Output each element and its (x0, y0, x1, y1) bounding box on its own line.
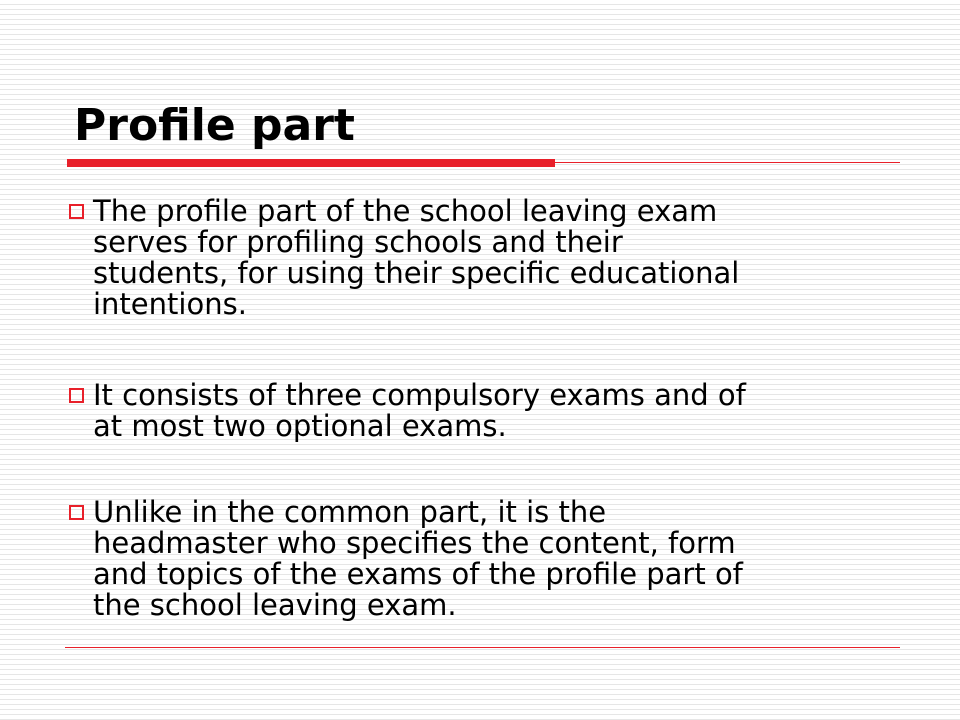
slide-title: Profile part (74, 100, 355, 151)
title-underline-thin (555, 162, 900, 163)
hollow-square-icon (69, 388, 84, 403)
hollow-square-icon (69, 505, 84, 520)
bullet-text: Unlike in the common part, it is the headmaster who specifies the content, form and topics of the exams of the profile part of the school leaving exam. (93, 495, 743, 622)
title-underline-thick (67, 159, 555, 167)
footer-rule (65, 647, 900, 648)
bullet-text: The profile part of the school leaving exam serves for profiling schools and their students, for using their specific educational intentions. (93, 194, 740, 321)
bullet-text: It consists of three compulsory exams and of at most two optional exams. (93, 378, 746, 443)
hollow-square-icon (69, 204, 84, 219)
